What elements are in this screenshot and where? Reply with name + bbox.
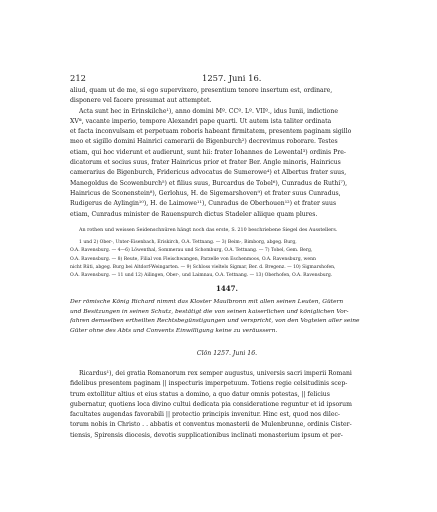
text-line: disponere vel facere presumat aut attemptet. bbox=[70, 97, 212, 105]
footnotes bbox=[70, 239, 384, 281]
text-line: dicatorum et socius suus, frater Hainricus prior et frater Ber. Angle minoris, Hainricus bbox=[70, 159, 341, 167]
footnote-line: nicht Rüti, abgeg. Burg bei Altdorf-Weingarten. — 9) Schloss vieltels Sigmar, Ber. d. Bregenz. — 10) Sigmarshofen, bbox=[70, 265, 336, 271]
header-date: 1257. Juni 16. bbox=[202, 73, 262, 83]
text-line: et facta inconvulsam et perpetuam roboris habeant firmitatem, presentem paginam sigillo bbox=[70, 128, 352, 136]
text-line: etiam, Cunradus minister de Rauenspurch dictus Stadeler aliique quam plures. bbox=[70, 210, 318, 218]
text-line: gubernatur, quotiens loca divino cultui dedicata pia consideratione reguntur et id ipsorum bbox=[70, 400, 352, 408]
text-line: aliud, quam ut de me, si ego supervixero, presentium tenore insertum est, ordinare, bbox=[70, 87, 333, 94]
document-number: 1447. bbox=[216, 284, 238, 293]
regest-line: Der römische König Richard nimmt das Kloster Maulbronn mit allen seinen Leuten, Gütern bbox=[70, 299, 344, 305]
page-header bbox=[70, 73, 384, 85]
footnote-line: 1 und 2) Ober-, Unter-Eisenbach, Eriskirch, O.A. Tettnang. — 3) Beim-, Bimborg, abgeg. Burg, bbox=[79, 240, 297, 245]
text-line: Acta sunt hec in Erinskilche¹), anno domini Mº. CCº. Lº. VIIº., idus Iunii, indictione bbox=[79, 107, 338, 115]
footnote-line: O.A. Ravensburg. — 8) Reute, Filial von Fleischwangen, Parzelle von Eschenmoos, O.A. Ravensburg, wenn bbox=[70, 256, 316, 262]
dateline: Clön 1257. Juni 16. bbox=[196, 350, 258, 357]
text-line: Manegoldus de Scowenburch⁵) et filius suus, Burcardus de Tobel⁶), Cunradus de Ruthi⁷), bbox=[70, 179, 348, 187]
text-line: Ricardus¹), dei gratia Romanorum rex semper augustus, universis sacri imperii Romani bbox=[79, 370, 352, 377]
text-line: camerarius de Bigenburch, Fridericus advocatus de Sumerowe⁴) et Albertus frater suus, bbox=[70, 169, 347, 177]
text-line: fidelibus presentem paginam || inspecturis imperpetuum. Totiens regie celsitudinis scep- bbox=[70, 380, 348, 388]
text-line: meo et sigillo domini Hainrici camerarii de Bigenburch²) decrevimus roborare. Testes bbox=[70, 138, 338, 146]
charter-text-continuation bbox=[70, 86, 384, 220]
text-line: Hainricus de Sconenstein⁸), Gerlohus, H. de Sigemarshoven⁹) et frater suus Cunradus, bbox=[70, 189, 341, 197]
text-line: trum extollitur altius et eius status a domino, a quo datur omnis potestas, || felicius bbox=[70, 390, 330, 398]
text-line: Rudigerus de Aylingin¹⁰), H. de Laimowe¹¹), Cunradus de Oberhouen¹²) et frater suus bbox=[70, 200, 337, 208]
text-line: etiam, qui hoc viderunt et audierunt, sunt hii: frater Iohannes de Lewental³) ordinis Pre- bbox=[70, 148, 346, 156]
page-number: 212 bbox=[70, 73, 86, 83]
footnote-line: O.A. Ravensburg. — 4—6) Löwenthal, Sommerau und Schomburg, O.A. Tettnang. — 7) Tobel, Gem. Berg, bbox=[70, 248, 313, 254]
regest-line: fahren demselben ertheilten Rechtsbegünstigungen und verspricht, von den Vogteien aller seine bbox=[70, 318, 360, 325]
text-line: torum nobis in Christo . . abbatis et conventus monasterii de Mulenbrunne, ordinis Cister- bbox=[70, 421, 352, 429]
source-note bbox=[70, 227, 384, 235]
regest-line: Güter ohne des Abts und Convents Einwilligung keine zu veräussern. bbox=[70, 328, 278, 335]
regest bbox=[70, 298, 384, 337]
source-note-text: An rothen und weissen Seidenschnüren hängt noch das erste, S. 210 beschriebene Siegel des Ausstellers. bbox=[79, 228, 338, 233]
charter-text-start bbox=[70, 369, 384, 441]
footnote-line: O.A. Ravensburg. — 11 und 12) Ailingen, Ober-, und Laimnau, O.A. Tettnang. — 13) Oberhofen, O.A. Ravensburg. bbox=[70, 273, 333, 279]
text-line: tiensis, Spirensis diocesis, devotis supplicationibus inclinati monasterium ipsum et per- bbox=[70, 431, 343, 439]
text-line: XVª, vacante imperio, tempore Alexandri pape quarti. Ut autem ista taliter ordinata bbox=[70, 117, 332, 125]
regest-line: und Besitzungen in seinen Schutz, bestätigt die von seinen kaiserlichen und königlichen Vor- bbox=[70, 308, 349, 315]
text-line: facultates augendas favorabili || protectio principis invenitur. Hinc est, quod nos dilec- bbox=[70, 411, 340, 419]
